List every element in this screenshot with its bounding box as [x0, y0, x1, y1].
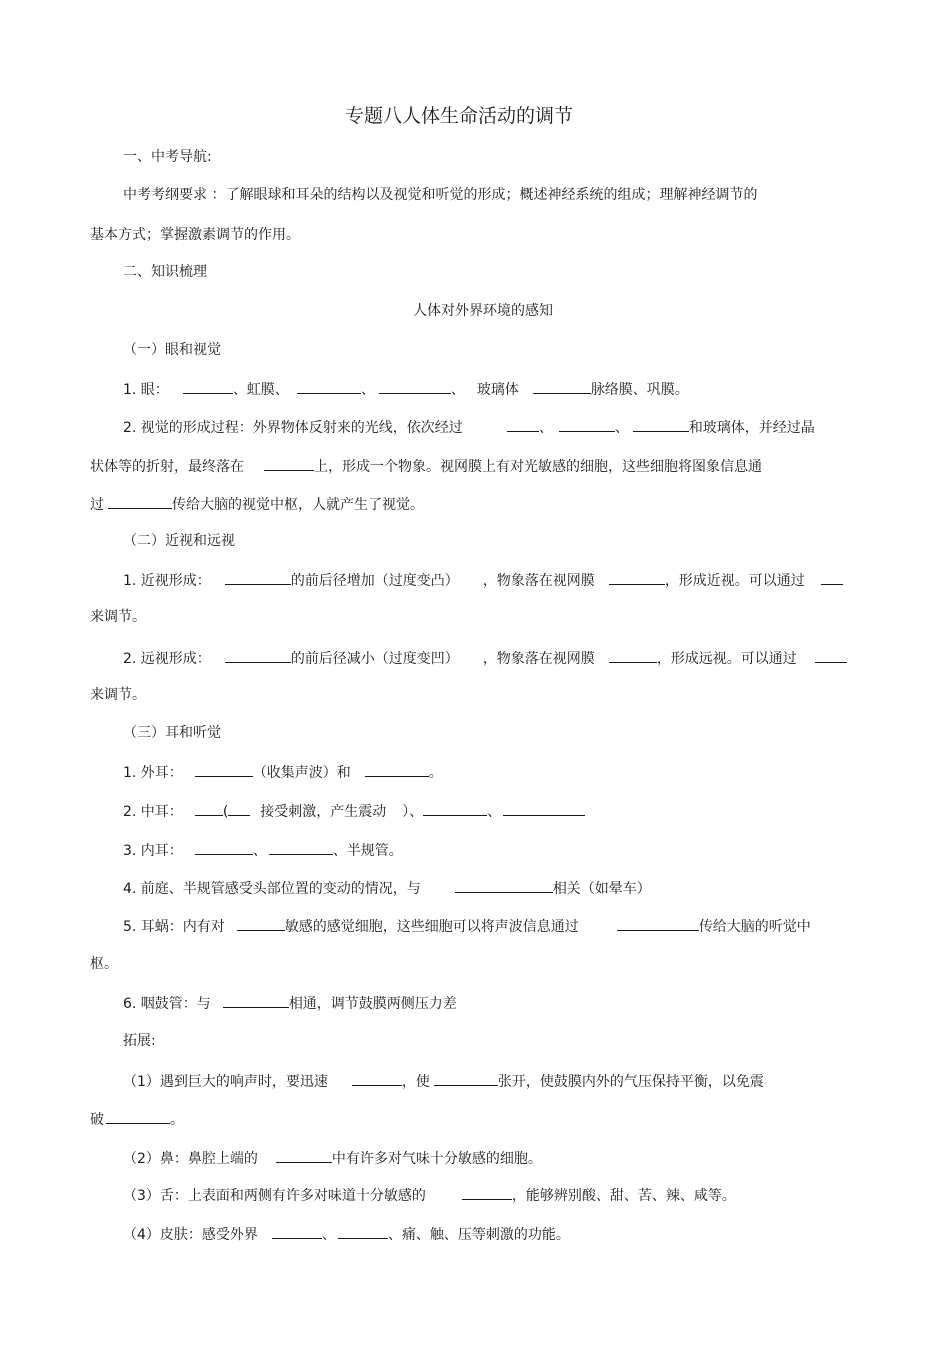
inner-ear-line: 3. 内耳： 、 、半规管。 [123, 840, 403, 860]
blank [379, 379, 451, 394]
blank [338, 1224, 388, 1239]
blank [195, 762, 253, 777]
blank [617, 916, 699, 931]
blank [269, 840, 333, 855]
vision-process-line-3: 过 传给大脑的视觉中枢，人就产生了视觉。 [90, 494, 424, 514]
blank [559, 417, 615, 432]
myopia-line-2: 来调节。 [90, 609, 146, 625]
blank [106, 1109, 170, 1124]
blank [609, 570, 665, 585]
hyperopia-line-2: 来调节。 [90, 687, 146, 703]
blank [503, 801, 585, 816]
myopia-line: 1. 近视形成： 的前后径增加（过度变凸） ，物象落在视网膜 ，形成近视。可以通过 [123, 570, 843, 590]
blank [507, 417, 539, 432]
cochlea-line: 5. 耳蜗：内有对 敏感的感觉细胞，这些细胞可以将声波信息通过 传给大脑的听觉中 [123, 916, 811, 936]
extension-item-4: （4）皮肤：感受外界 、 、痛、触、压等刺激的功能。 [123, 1224, 570, 1244]
middle-ear-line: 2. 中耳： ( 接受刺激，产生震动 ）、 、 [123, 801, 585, 821]
extension-item-2: （2）鼻：鼻腔上端的 中有许多对气味十分敏感的细胞。 [123, 1148, 542, 1168]
extension-item-1-line-2: 破 。 [90, 1109, 184, 1129]
subsection-title-perception: 人体对外界环境的感知 [413, 303, 553, 319]
heading-eye-vision: （一）眼和视觉 [123, 342, 221, 358]
blank [434, 1071, 498, 1086]
blank [237, 916, 285, 931]
blank [462, 1185, 512, 1200]
section-heading-knowledge: 二、知识梳理 [123, 264, 207, 280]
blank [272, 1224, 322, 1239]
exam-requirements-line-1: 中考考纲要求 ：了解眼球和耳朵的结构以及视觉和听觉的形成；概述神经系统的组成；理解神经调节的 [123, 187, 758, 203]
blank [183, 379, 233, 394]
blank [225, 570, 291, 585]
heading-ear-hearing: （三）耳和听觉 [123, 725, 221, 741]
eye-structure-line: 1. 眼： 、虹膜、 、 、 玻璃体 脉络膜、巩膜。 [123, 379, 689, 399]
blank [225, 648, 291, 663]
blank [195, 840, 253, 855]
blank [352, 1071, 402, 1086]
eustachian-tube-line: 6. 咽鼓管：与 相通，调节鼓膜两侧压力差 [123, 993, 457, 1013]
blank [821, 570, 843, 585]
blank [297, 379, 361, 394]
blank [533, 379, 591, 394]
vestibule-line: 4. 前庭、半规管感受头部位置的变动的情况，与 相关（如晕车） [123, 878, 651, 898]
section-heading-exam-guide: 一、中考导航: [123, 149, 212, 165]
vision-process-line-2: 状体等的折射，最终落在 上，形成一个物象。视网膜上有对光敏感的细胞，这些细胞将图象信息通 [90, 456, 762, 476]
blank [276, 1148, 332, 1163]
cochlea-line-2: 枢。 [90, 956, 118, 972]
hyperopia-line: 2. 远视形成： 的前后径减小（过度变凹） ，物象落在视网膜 ，形成远视。可以通过 [123, 648, 847, 668]
page-title: 专题八人体生命活动的调节 [345, 105, 574, 127]
blank [633, 417, 689, 432]
blank [223, 993, 289, 1008]
outer-ear-line: 1. 外耳： （收集声波）和 。 [123, 762, 443, 782]
blank [455, 878, 553, 893]
exam-requirements-line-2: 基本方式；掌握激素调节的作用。 [90, 227, 300, 243]
extension-item-3: （3）舌：上表面和两侧有许多对味道十分敏感的 ，能够辨别酸、甜、苦、辣、咸等。 [123, 1185, 736, 1205]
extension-item-1: （1）遇到巨大的响声时，要迅速 ，使 张开，使鼓膜内外的气压保持平衡，以免震 [123, 1071, 764, 1091]
blank [365, 762, 429, 777]
heading-myopia-hyperopia: （二）近视和远视 [123, 533, 235, 549]
blank [195, 801, 223, 816]
blank [609, 648, 657, 663]
blank [815, 648, 847, 663]
vision-process-line-1: 2. 视觉的形成过程：外界物体反射来的光线，依次经过 、 、 和玻璃体，并经过晶 [123, 417, 815, 437]
blank [108, 494, 172, 509]
blank [264, 456, 314, 471]
blank [423, 801, 487, 816]
blank [228, 801, 250, 816]
extension-heading: 拓展: [123, 1033, 156, 1049]
